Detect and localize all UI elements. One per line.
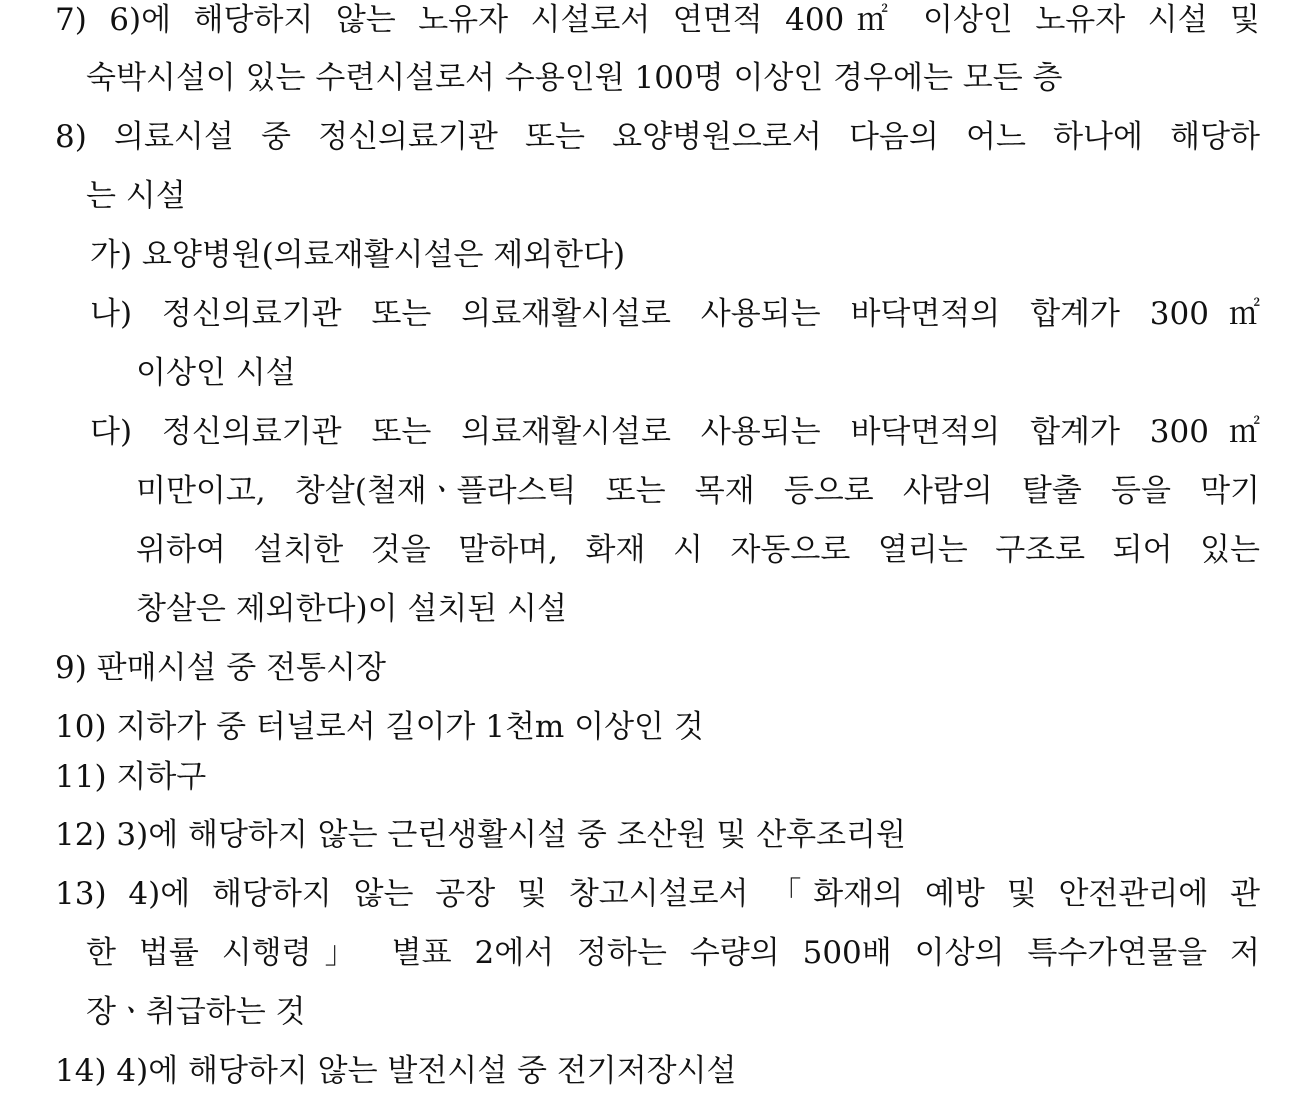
item-9: 9) 판매시설 중 전통시장: [55, 650, 386, 686]
item-8-sub-c-line-2: 미만이고, 창살(철재ㆍ플라스틱 또는 목재 등으로 사람의 탈출 등을 막기: [136, 473, 1260, 509]
item-8-sub-c-line-3: 위하여 설치한 것을 말하며, 화재 시 자동으로 열리는 구조로 되어 있는: [136, 532, 1260, 568]
item-12: 12) 3)에 해당하지 않는 근린생활시설 중 조산원 및 산후조리원: [55, 817, 906, 853]
item-8-sub-c-line-1: 다) 정신의료기관 또는 의료재활시설로 사용되는 바닥면적의 합계가 300㎡: [90, 414, 1260, 450]
item-8-sub-c-line-4: 창살은 제외한다)이 설치된 시설: [136, 591, 567, 627]
item-13-line-3: 장ㆍ취급하는 것: [86, 994, 306, 1030]
item-10: 10) 지하가 중 터널로서 길이가 1천m 이상인 것: [55, 709, 704, 745]
item-8-sub-b-line-2: 이상인 시설: [136, 355, 296, 391]
item-7-line-1: 7) 6)에 해당하지 않는 노유자 시설로서 연면적 400㎡ 이상인 노유자 시설 및: [55, 2, 1260, 38]
item-7-line-2: 숙박시설이 있는 수련시설로서 수용인원 100명 이상인 경우에는 모든 층: [86, 60, 1063, 96]
item-11: 11) 지하구: [55, 759, 207, 795]
item-8-sub-b-line-1: 나) 정신의료기관 또는 의료재활시설로 사용되는 바닥면적의 합계가 300㎡: [90, 296, 1260, 332]
item-8-line-1: 8) 의료시설 중 정신의료기관 또는 요양병원으로서 다음의 어느 하나에 해당하: [55, 119, 1260, 155]
item-8-sub-a: 가) 요양병원(의료재활시설은 제외한다): [90, 237, 626, 273]
item-13-line-1: 13) 4)에 해당하지 않는 공장 및 창고시설로서 「화재의 예방 및 안전관리에 관: [55, 876, 1260, 912]
item-14: 14) 4)에 해당하지 않는 발전시설 중 전기저장시설: [55, 1053, 737, 1089]
item-13-line-2: 한 법률 시행령」 별표 2에서 정하는 수량의 500배 이상의 특수가연물을 저: [86, 935, 1260, 971]
item-8-line-2: 는 시설: [86, 178, 186, 214]
